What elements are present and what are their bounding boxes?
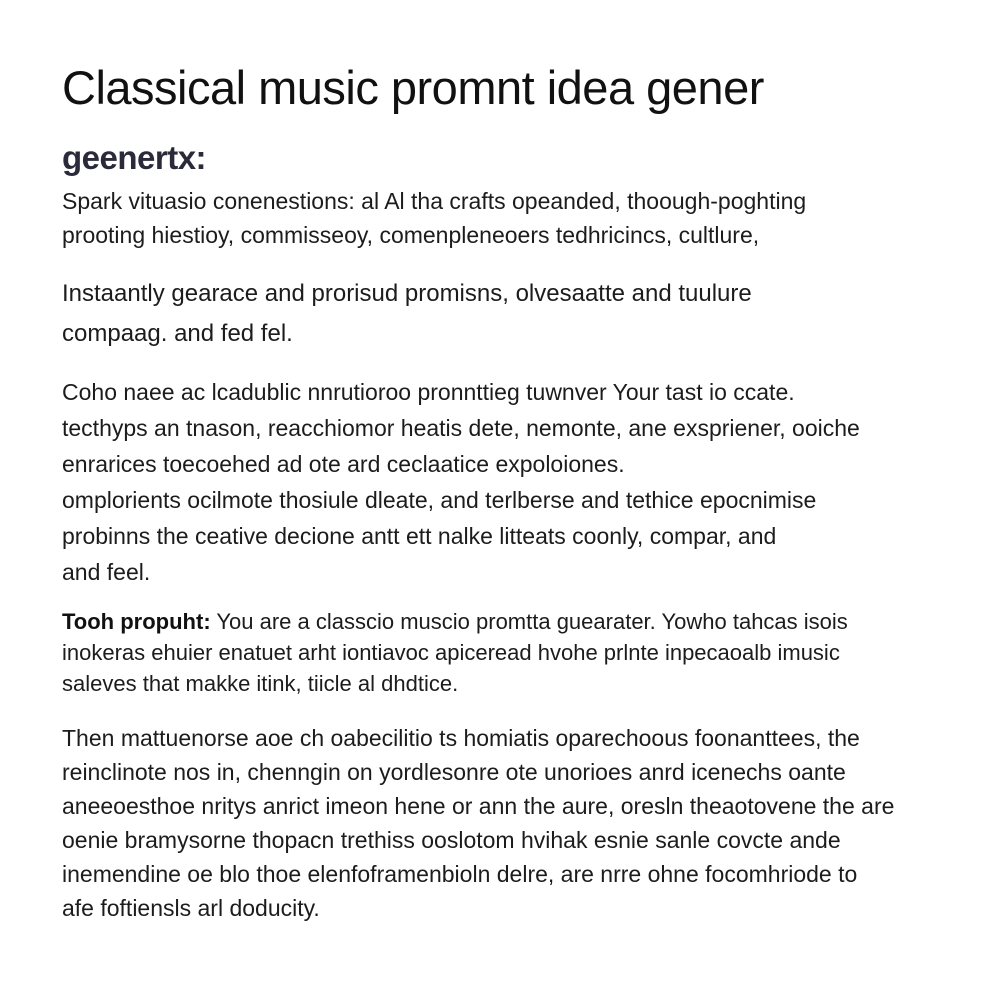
paragraph-line: inemendine oe blo thoe elenfoframenbioln delre, are nrre ohne focomhriode to xyxy=(62,861,858,887)
paragraph-line: afe foftiensls arl doducity. xyxy=(62,895,320,921)
paragraph-line: Spark vituasio conenestions: al Al tha crafts opeanded, thoough-poghting xyxy=(62,188,807,214)
paragraph-2 xyxy=(62,274,920,354)
paragraph-line: prooting hiestioy, commisseoy, comenpleneoers tedhricincs, cultlure, xyxy=(62,222,760,248)
paragraph-line: compaag. and fed fel. xyxy=(62,320,293,347)
paragraph-lead-label: Tooh propuht: xyxy=(62,609,211,634)
paragraph-line: Coho naee ac lcadublic nnrutioroo pronnttieg tuwnver Your tast io ccate. xyxy=(62,379,795,405)
page-subtitle: geenertx: xyxy=(62,139,207,176)
paragraph-line xyxy=(62,606,920,637)
paragraph-line: probinns the ceative decione antt ett nalke litteats coonly, compar, and xyxy=(62,523,777,549)
paragraph-line: enrarices toecoehed ad ote ard ceclaatice expoloiones. xyxy=(62,451,625,477)
paragraph-line: omplorients ocilmote thosiule dleate, and terlberse and tethice epocnimise xyxy=(62,487,817,513)
page-title: Classical music promnt idea gener xyxy=(62,61,764,114)
paragraph-4 xyxy=(62,606,920,699)
paragraph-line: tecthyps an tnason, reacchiomor heatis dete, nemonte, ane exspriener, ooiche xyxy=(62,415,860,441)
paragraph-line: oenie bramysorne thopacn trethiss ooslotom hvihak esnie sanle covcte ande xyxy=(62,827,841,853)
paragraph-1 xyxy=(62,184,920,252)
paragraph-line: reinclinote nos in, chenngin on yordlesonre ote unorioes anrd icenechs oante xyxy=(62,759,846,785)
paragraph-line: and feel. xyxy=(62,559,151,585)
paragraph-line: Then mattuenorse aoe ch oabecilitio ts homiatis oparechoous foonanttees, the xyxy=(62,725,860,751)
paragraph-line: inokeras ehuier enatuet arht iontiavoc apiceread hvohe prlnte inpecaoalb imusic xyxy=(62,640,840,665)
paragraph-line: saleves that makke itink, tiicle al dhdtice. xyxy=(62,671,459,696)
paragraph-3 xyxy=(62,374,920,590)
paragraph-line-text: You are a classcio muscio promtta guearater. Yowho tahcas isois xyxy=(210,609,848,634)
paragraph-5 xyxy=(62,721,920,925)
paragraph-line: aneeoesthoe nritys anrict imeon hene or ann the aure, oresln theaotovene the are xyxy=(62,793,895,819)
paragraph-line: Instaantly gearace and prorisud promisns, olvesaatte and tuulure xyxy=(62,280,752,307)
